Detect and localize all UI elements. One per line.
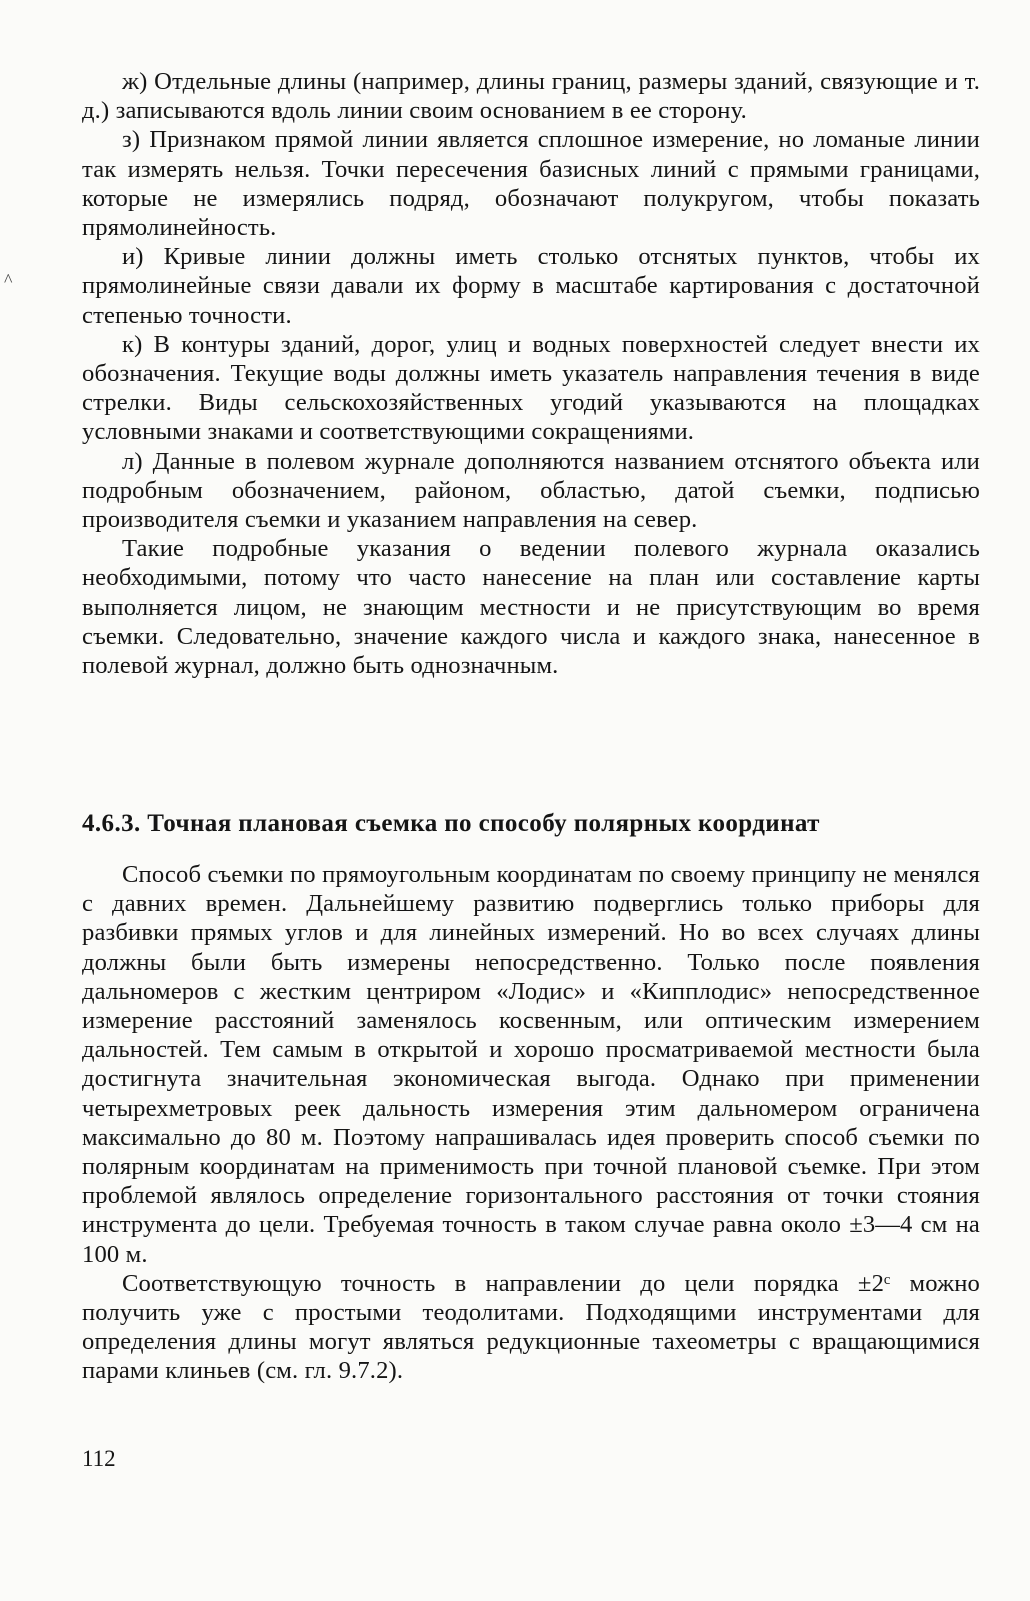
- paragraph-i: и) Кривые линии должны иметь столько отснятых пунктов, чтобы их прямолинейные связи давали их форму в масштабе картирования с достаточной степенью точности.: [82, 243, 980, 329]
- paragraph-z: з) Признаком прямой линии является сплошное измерение, но ломаные линии так измерять нельзя. Точки пересечения базисных линий с прямыми границами, которые не измерялись подряд, обозначают полукругом, чтобы показать прямолинейность.: [82, 126, 980, 242]
- section-heading: 4.6.3. Точная плановая съемка по способу полярных координат: [82, 810, 820, 837]
- paragraph-zh: ж) Отдельные длины (например, длины границ, размеры зданий, связующие и т. д.) записываются вдоль линии своим основанием в ее сторону.: [82, 68, 980, 125]
- page-number: 112: [82, 1446, 116, 1471]
- paragraph-accuracy: Соответствующую точность в направлении до цели порядка ±2ᶜ можно получить уже с простыми теодолитами. Подходящими инструментами для определения длины могут являться редукционные тахеометры с вращающимися парами клиньев (см. гл. 9.7.2).: [82, 1269, 980, 1385]
- paragraph-k: к) В контуры зданий, дорог, улиц и водных поверхностей следует внести их обозначения. Текущие воды должны иметь указатель направления течения в виде стрелки. Виды сельскохозяйственных угодий указываются на площадках условными знаками и соответствующими сокращениями.: [82, 330, 980, 446]
- text-block-top: [82, 67, 980, 680]
- paragraph-l: л) Данные в полевом журнале дополняются названием отснятого объекта или подробным обозначением, районом, областью, датой съемки, подписью производителя съемки и указанием направления на север.: [82, 447, 980, 534]
- margin-mark: ^: [4, 270, 13, 290]
- paragraph-summary: Такие подробные указания о ведении полевого журнала оказались необходимыми, потому что часто нанесение на план или составление карты выполняется лицом, не знающим местности и не присутствующим во время съемки. Следовательно, значение каждого числа и каждого знака, нанесенное в полевой журнал, должно быть однозначным.: [82, 535, 980, 680]
- text-block-bottom: [82, 860, 980, 1386]
- paragraph-method: Способ съемки по прямоугольным координатам по своему принципу не менялся с давних времен. Дальнейшему развитию подверглись только приборы для разбивки прямых углов и для линейных измерений. Но во всех случаях длины должны были быть измерены непосредственно. Только после появления дальномеров с жестким центриром «Лодис» и «Кипплодис» непосредственное измерение расстояний заменялось косвенным, или оптическим измерением дальностей. Тем самым в открытой и хорошо просматриваемой местности была достигнута значительная экономическая выгода. Однако при применении четырехметровых реек дальность измерения этим дальномером ограничена максимально до 80 м. Поэтому напрашивалась идея проверить способ съемки по полярным координатам на применимость при точной плановой съемке. При этом проблемой являлось определение горизонтального расстояния от точки стояния инструмента до цели. Требуемая точность в таком случае равна около ±3—4 см на 100 м.: [82, 861, 980, 1268]
